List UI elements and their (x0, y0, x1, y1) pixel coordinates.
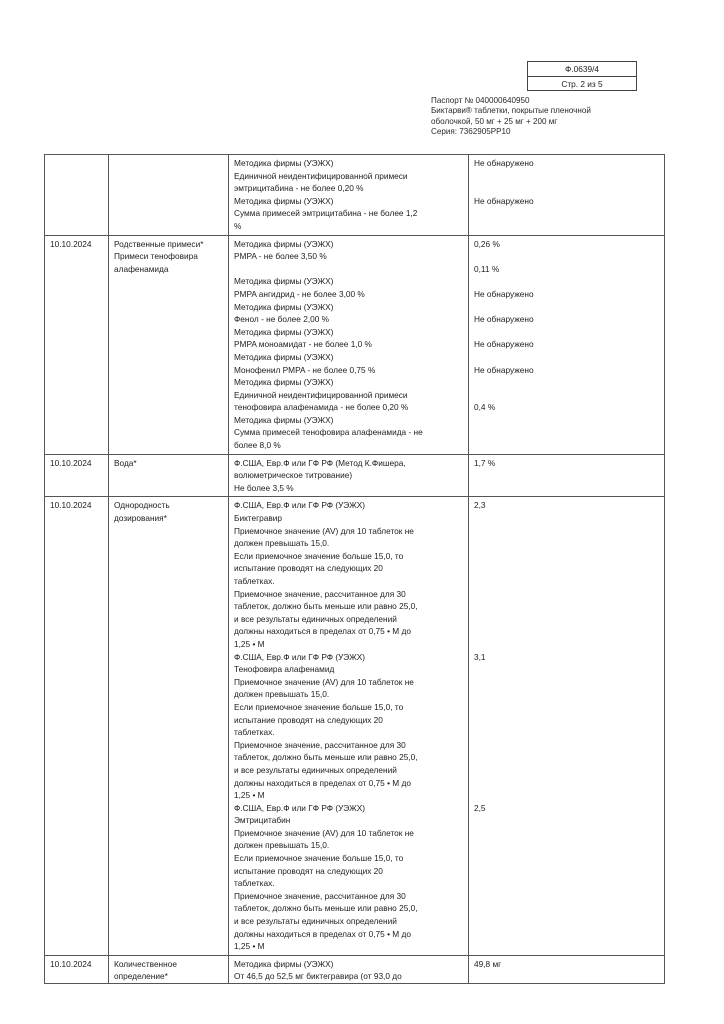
test-cell (109, 235, 229, 454)
spec-line: 1,25 • М (234, 790, 265, 801)
spec-line: Приемочное значение, рассчитанное для 30 (234, 890, 406, 901)
batch-number: Серия: 7362905РР10 (431, 126, 511, 136)
date-cell (45, 955, 109, 983)
spec-line: Не более 3,5 % (234, 482, 294, 493)
result-cell (469, 955, 665, 983)
result-value: 2,5 (474, 802, 486, 813)
spec-line: должен превышать 15,0. (234, 840, 330, 851)
spec-line: От 46,5 до 52,5 мг биктегравира (от 93,0 до (234, 971, 402, 981)
result-value: Не обнаружено (474, 195, 534, 206)
spec-line: Методика фирмы (УЭЖХ) (234, 301, 334, 312)
spec-line: Методика фирмы (УЭЖХ) (234, 377, 334, 388)
spec-line: Методика фирмы (УЭЖХ) (234, 958, 334, 969)
spec-cell (229, 155, 469, 236)
table-row (45, 454, 665, 497)
result-cell (469, 497, 665, 955)
test-name: определение* (114, 971, 168, 981)
passport-header (431, 96, 611, 137)
result-cell (469, 454, 665, 497)
spec-line: Единичной неидентифицированной примеси (234, 170, 408, 181)
spec-line: Методика фирмы (УЭЖХ) (234, 351, 334, 362)
result-value: Не обнаружено (474, 339, 534, 350)
spec-line: Биктегравир (234, 513, 283, 524)
spec-line: и все результаты единичных определений (234, 916, 397, 927)
spec-line: должны находиться в пределах от 0,75 • М до (234, 626, 411, 637)
spec-line: Сумма примесей эмтрицитабина - не более 1,2 (234, 208, 418, 219)
spec-line: должны находиться в пределах от 0,75 • М до (234, 928, 411, 939)
result-value: 49,8 мг (474, 958, 502, 969)
spec-cell (229, 955, 469, 983)
spec-line: Если приемочное значение больше 15,0, то (234, 701, 404, 712)
result-value: 3,1 (474, 651, 486, 662)
spec-cell (229, 497, 469, 955)
table-row (45, 497, 665, 955)
test-name: Родственные примеси* (114, 238, 204, 249)
spec-line: таблеток, должно быть меньше или равно 25,0, (234, 601, 418, 612)
result-value: Не обнаружено (474, 364, 534, 375)
test-cell (109, 955, 229, 983)
result-value: 2,3 (474, 500, 486, 511)
spec-line: Приемочное значение, рассчитанное для 30 (234, 588, 406, 599)
table-row (45, 155, 665, 236)
page-number: Стр. 2 из 5 (561, 79, 603, 89)
spec-cell (229, 454, 469, 497)
spec-line: % (234, 220, 242, 231)
spec-line: Приемочное значение (AV) для 10 таблеток не (234, 827, 414, 838)
product-dosage: оболочкой, 50 мг + 25 мг + 200 мг (431, 116, 558, 126)
spec-line: Монофенил PMPA - не более 0,75 % (234, 364, 376, 375)
spec-line: волюметрическое титрование) (234, 470, 353, 481)
test-name: дозирования* (114, 513, 167, 524)
spec-line: таблеток, должно быть меньше или равно 25,0, (234, 903, 418, 914)
spec-cell (229, 235, 469, 454)
spec-line: Ф.США, Евр.Ф или ГФ РФ (УЭЖХ) (234, 651, 366, 662)
spec-line: Приемочное значение (AV) для 10 таблеток не (234, 525, 414, 536)
test-date: 10.10.2024 (50, 238, 92, 249)
spec-line: Тенофовира алафенамид (234, 664, 335, 675)
spec-line: Фенол - не более 2,00 % (234, 314, 330, 325)
test-name: алафенамида (114, 263, 169, 274)
result-value: 1,7 % (474, 457, 496, 468)
table-row (45, 235, 665, 454)
analysis-table (44, 154, 665, 984)
spec-line: Если приемочное значение больше 15,0, то (234, 550, 404, 561)
spec-line: Ф.США, Евр.Ф или ГФ РФ (Метод К.Фишера, (234, 457, 406, 468)
test-cell (109, 155, 229, 236)
spec-line: должен превышать 15,0. (234, 538, 330, 549)
spec-line: PMPA ангидрид - не более 3,00 % (234, 288, 365, 299)
spec-line: испытание проводят на следующих 20 (234, 563, 383, 574)
spec-line: должен превышать 15,0. (234, 689, 330, 700)
spec-line: Эмтрицитабин (234, 815, 291, 826)
test-cell (109, 497, 229, 955)
test-name: Однородность (114, 500, 170, 511)
spec-line: PMPA - не более 3,50 % (234, 251, 327, 262)
result-value: 0,4 % (474, 402, 496, 413)
spec-line: Приемочное значение (AV) для 10 таблеток не (234, 676, 414, 687)
result-value: 0,11 % (474, 263, 500, 274)
spec-line: и все результаты единичных определений (234, 764, 397, 775)
test-name: Вода* (114, 457, 137, 468)
spec-line: испытание проводят на следующих 20 (234, 714, 383, 725)
spec-line: таблетках. (234, 576, 275, 586)
spec-line: Если приемочное значение больше 15,0, то (234, 853, 404, 864)
date-cell (45, 155, 109, 236)
spec-line: Методика фирмы (УЭЖХ) (234, 195, 334, 206)
form-code: Ф.0639/4 (528, 62, 636, 77)
result-value: Не обнаружено (474, 158, 534, 168)
spec-line: 1,25 • М (234, 638, 265, 649)
spec-line: таблетках. (234, 727, 275, 738)
spec-line: Методика фирмы (УЭЖХ) (234, 158, 334, 168)
test-date: 10.10.2024 (50, 457, 92, 468)
result-cell (469, 155, 665, 236)
spec-line: тенофовира алафенамида - не более 0,20 % (234, 402, 409, 413)
table-row (45, 955, 665, 983)
spec-line: Единичной неидентифицированной примеси (234, 389, 408, 400)
test-date: 10.10.2024 (50, 500, 92, 511)
spec-line: и все результаты единичных определений (234, 613, 397, 624)
result-value: Не обнаружено (474, 288, 534, 299)
product-name: Биктарви® таблетки, покрытые пленочной (431, 106, 591, 116)
spec-line: Приемочное значение, рассчитанное для 30 (234, 739, 406, 750)
spec-line: Ф.США, Евр.Ф или ГФ РФ (УЭЖХ) (234, 802, 366, 813)
spec-line: Методика фирмы (УЭЖХ) (234, 326, 334, 337)
date-cell (45, 454, 109, 497)
spec-line: более 8,0 % (234, 440, 281, 451)
spec-line: Сумма примесей тенофовира алафенамида - не (234, 427, 423, 438)
test-date: 10.10.2024 (50, 958, 92, 969)
form-code-box (527, 61, 637, 91)
test-cell (109, 454, 229, 497)
spec-line: эмтрицитабина - не более 0,20 % (234, 183, 364, 194)
spec-line: таблетках. (234, 878, 275, 889)
spec-line: таблеток, должно быть меньше или равно 25,0, (234, 752, 418, 763)
spec-line: 1,25 • М (234, 941, 265, 952)
spec-line: Ф.США, Евр.Ф или ГФ РФ (УЭЖХ) (234, 500, 366, 511)
result-value: Не обнаружено (474, 314, 534, 325)
test-name: Примеси тенофовира (114, 251, 198, 262)
date-cell (45, 497, 109, 955)
spec-line: PMPA моноамидат - не более 1,0 % (234, 339, 372, 350)
date-cell (45, 235, 109, 454)
spec-line: Методика фирмы (УЭЖХ) (234, 238, 334, 249)
result-cell (469, 235, 665, 454)
spec-line: испытание проводят на следующих 20 (234, 865, 383, 876)
spec-line: должны находиться в пределах от 0,75 • М до (234, 777, 411, 788)
test-name: Количественное (114, 958, 177, 969)
result-value: 0,26 % (474, 238, 500, 249)
spec-line: Методика фирмы (УЭЖХ) (234, 276, 334, 287)
passport-number: Паспорт № 040000640950 (431, 96, 530, 105)
spec-line: Методика фирмы (УЭЖХ) (234, 414, 334, 425)
